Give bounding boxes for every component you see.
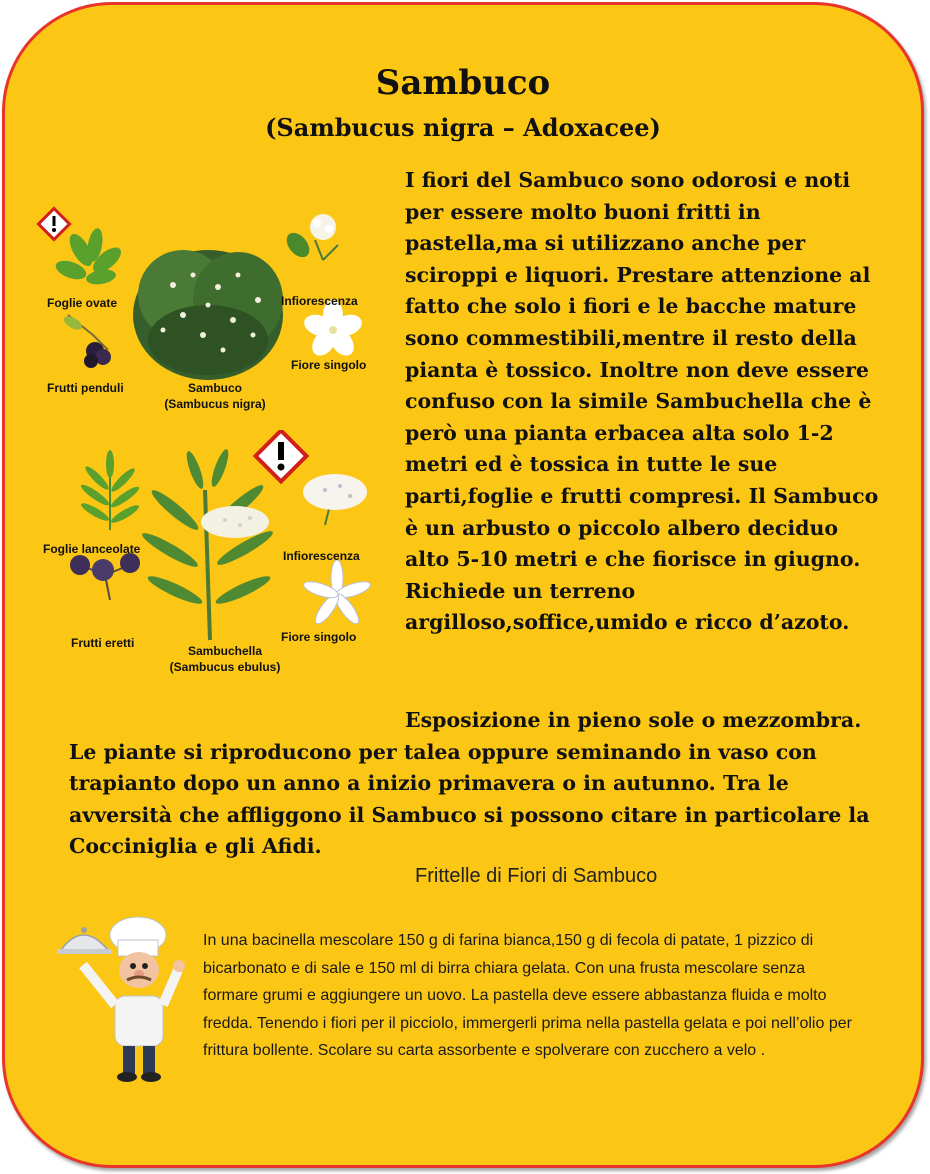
single-flower-icon: [302, 560, 372, 627]
elder-shrub-icon: [133, 250, 283, 380]
page-title: Sambuco: [375, 63, 551, 103]
description-continued-text: Esposizione in pieno sole o mezzombra. Le piante si riproducono per talea oppure seminando in vaso con trapianto dopo un anno a inizio primavera o in autunno. Tra le avversità che affliggono il Sambuco si possono citare in particolare la Cocciniglia e gli Afidi.: [69, 708, 870, 859]
recipe-card: [2, 2, 924, 1168]
label-plant-name: Sambuchella: [187, 644, 263, 658]
label-single-flower: Fiore singolo: [291, 358, 367, 372]
chef-illustration: [53, 910, 193, 1085]
hazard-icon: [256, 431, 307, 482]
label-inflorescence: Infiorescenza: [281, 294, 358, 308]
label-hanging-fruits: Frutti penduli: [47, 381, 124, 395]
label-plant-name: Sambuco: [187, 381, 242, 395]
recipe-text: In una bacinella mescolare 150 g di farina bianca,150 g di fecola di patate, 1 pizzico di bicarbonato e di sale e 150 ml di birra chiara gelata. Con una frusta mescolare senza formare grumi e aggiungere un uovo. La pastella deve essere abbastanza fluida e molto fredda. Tenendo i fiori per il picciolo, immergerli prima nella pastella gelata e poi nell’olio per frittura bollente. Scolare su carta assorbente e spolverare con zucchero a velo .: [203, 932, 852, 1059]
inflorescence-icon: [303, 474, 367, 525]
label-lanceolate-leaves: Foglie lanceolate: [43, 542, 141, 556]
description-text: I fiori del Sambuco sono odorosi e noti per essere molto buoni fritti in pastella,ma si utilizzano anche per sciroppi e liquori. Prestare attenzione al fatto che solo i fiori e le bacche mature sono commestibili,mentre il resto della pianta è tossico. Inoltre non deve essere confuso con la simile Sambuchella che è però una pianta erbacea alta solo 1-2 metri ed è tossica in tutte le sue parti,foglie e frutti compresi. Il Sambuco è un arbusto o piccolo albero deciduo alto 5-10 metri e che fiorisce in giugno. Richiede un terreno argilloso,soffice,umido e ricco d’azoto.: [405, 168, 879, 635]
inflorescence-icon: [282, 214, 338, 262]
label-erect-fruits: Frutti eretti: [71, 636, 135, 650]
serving-cloche-icon: [57, 927, 112, 954]
label-inflorescence: Infiorescenza: [283, 549, 360, 563]
page-subtitle: (Sambucus nigra – Adoxacee): [265, 113, 661, 142]
label-single-flower: Fiore singolo: [281, 630, 357, 644]
chef-hat-icon: [110, 917, 166, 956]
dwarf-elder-plant-icon: [139, 447, 275, 640]
hazard-icon: [38, 208, 69, 239]
chef-face-icon: [119, 952, 159, 988]
sambuchella-figure: [35, 430, 385, 685]
sambuco-figure: [33, 205, 383, 425]
lanceolate-leaves-icon: [79, 450, 141, 530]
erect-fruits-icon: [70, 553, 140, 600]
label-ovate-leaves: Foglie ovate: [47, 296, 118, 310]
hanging-fruits-icon: [62, 314, 111, 368]
label-plant-latin: (Sambucus ebulus): [169, 660, 281, 674]
recipe-title: Frittelle di Fiori di Sambuco: [415, 865, 658, 887]
single-flower-icon: [301, 300, 364, 360]
label-plant-latin: (Sambucus nigra): [164, 397, 266, 411]
ovate-leaves-icon: [53, 227, 125, 286]
